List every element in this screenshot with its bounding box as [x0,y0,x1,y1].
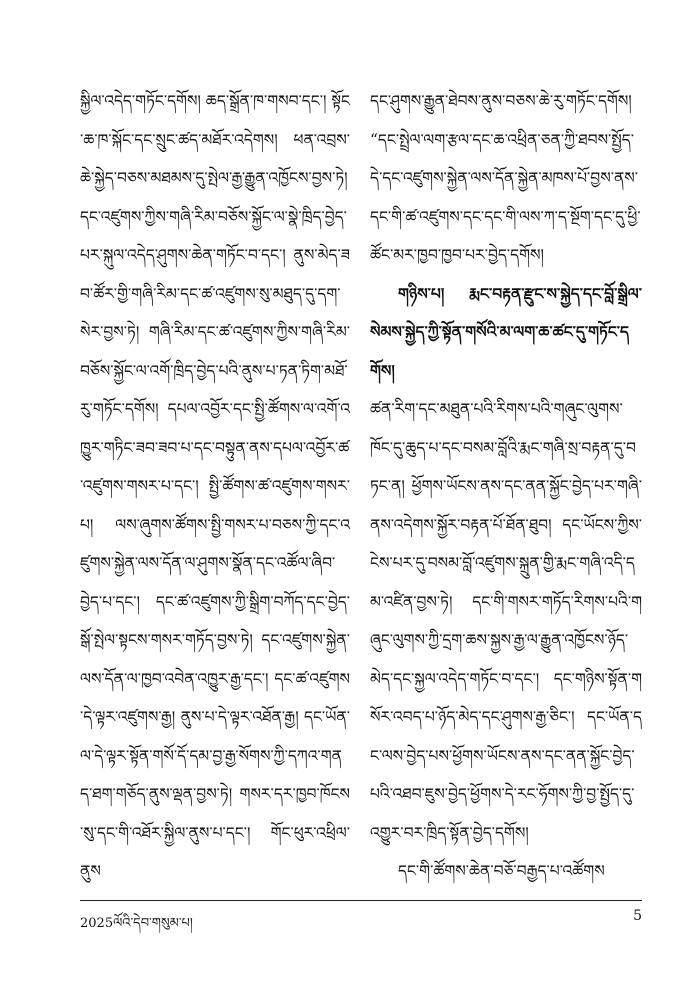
body-paragraph: ཚན་རིག་དང་མཐུན་པའི་རིགས་པའི་གཞུང་ལུགས་ཁོང་དུ་ཆུད་པ་དང་བསམ་བློའི་རྨང་གཞི་སྲ་བརྟན་དུ་བཏང་ན། ཕྱོགས་ཡོངས་ནས་དང་ནན་སྐྱོང་བྱེད་པར་གཞི་ནས་འདེགས་སྐྱོར་བརྟན་པོ་ཐོན་ཐུབ། དང་ཡོངས་ཀྱིས་ངེས་པར་དུ་བསམ་བློ་འཛུགས་སྐྲུན་གྱི་རྨང་གཞི་འདི་དམ་འཛིན་བྱས་ཏེ། དང་གི་གསར་གཏོད་རིགས་པའི་གཞུང་ལུགས་ཀྱི་དྲག་ཆས་སྐྱས་རྒྱ་ལ་རྒྱུན་འཁྱོངས་ཉོད་མེད་དང་སྐྱལ་འདེད་གཏོང་བ་དང་། དང་གཉིས་སྟོན་གསོར་འབད་པ་ཉོད་མེད་དང་ཤུགས་རྒྱ་ཅིང་། དང་ཡོན་དང་ལས་བྱེད་པས་ཕྱོགས་ཡོངས་ནས་དང་ནན་སྐྱོང་བྱེད་པའི་འཐབ་ཇུས་བྱེད་ཕྱོགས་དེ་རང་ཧོགས་ཀྱི་བྱ་སྤྱོད་དུ་འགྱུར་བར་ཁྲིད་སྟོན་བྱེད་དགོས། [370,400,642,842]
page-number: 5 [633,908,642,924]
left-column [80,82,350,891]
body-paragraph: དང་གི་ཚོགས་ཆེན་བཅོ་བརྒྱད་པ་འཚོགས [398,862,605,880]
section-heading: གཉིས་པ། རྨང་བརྟན་རྫུང་ས་སྐྱེད་དང་བློ་སྒྲིལ་སེམས་སྐྱེད་ཀྱི་སྟོན་གསོའི་མ་ལག་ཆ་ཚང་དུ་གཏོང་དགོས། [370,283,642,380]
body-paragraph: དང་ཤུགས་རྒྱུན་ཐེབས་ནུས་བཅས་ཆེ་རུ་གཏོང་དགོས། “དང་སྤྲེལ་ལག་རྩལ་དང་ཆ་འཕྲིན་ཅན་ཀྱི་ཐབས་སྤྱོད་དེ་དང་འཛུགས་སྐྱེན་ལས་དོན་སྐྱེན་མཁས་པོ་བྱས་ནས་དང་གི་ཚ་འཛུགས་དང་དང་གི་ལས་ཀ་ད་སྔོག་དང་དུ་ཕྱི་ཚོང་མར་ཁྱབ་ཁྱབ་པར་བྱེད་དགོས། [370,92,641,264]
body-paragraph: སྐྱིལ་འདེད་གཏོང་དགོས། ཆད་སྒྲོན་ཁ་གསབ་དང་། སྟོང་ཆ་ཁ་སྐོང་དང་སྲུང་ཚད་མཐོར་འདེགས། ཕན་འབྲས་ཆེ་སྐྱེད་བཅས་མཐམས་དུ་སྤེལ་རྒྱ་རྒྱུན་འཁྱོངས་བྱས་ཏེ། དང་འཛུགས་ཀྱིས་གཞི་རིམ་བཅོས་སྐྱོང་ལ་སྣེ་ཁྲིད་བྱེད་པར་སྐུལ་འདེད་ཤུགས་ཆེན་གཏོང་བ་དང་། ནུས་མེད་ཟབ་ཚོར་གྱི་གཞི་རིམ་དང་ཚ་འཛུགས་སུ་མཐུད་དུ་དག་སེར་བྱས་ཏེ། གཞི་རིམ་དང་ཚ་འཛུགས་ཀྱིས་གཞི་རིམ་བཅོས་སྐྱོང་ལ་འགོ་ཁྲིད་བྱེད་པའི་ནུས་པ་ཏན་ཏིག་མཐོ་རུ་གཏོང་དགོས། དཔལ་འབྱོར་དང་སྤྱི་ཚོགས་ལ་འགོ་འཁྱུར་གཏིང་ཟབ་ཟབ་པ་དང་བསྟུན་ནས་དཔལ་འབྱོར་ཚ་འཛུགས་གསར་པ་དང་། སྤྱི་ཚོགས་ཚ་འཛུགས་གསར་པ། ལས་ཞུགས་ཚོགས་སྤྱི་གསར་པ་བཅས་ཀྱི་དང་འཛུགས་སྐྱེན་ལས་དོན་ལ་ཤུགས་སྣོན་དང་འཚོལ་ཞིབ་བྱེད་པ་དང་། དང་ཚ་འཛུགས་ཀྱི་སྒྲིག་བཀོད་དང་བྱེད་སྒོ་སྤེལ་སྟངས་གསར་གཏོད་བྱས་ཏེ། དང་འཛུགས་སྐྱེན་ལས་དོན་ལ་ཁྱབ་འབེན་འཁྱུར་རྒྱ་དང་། དང་ཚ་འཛུགས་དེ་ལྟར་འཛུགས་རྒྱ། ནུས་པ་དེ་ལྟར་འཐོན་རྒྱ། དང་ཡོན་ལ་དེ་ལྟར་སྟོན་གསོ་དོ་དམ་བྱ་རྒྱ་སོགས་ཀྱི་དཀའ་གནད་ཐག་གཅོད་ནུས་ལྡན་བྱས་ཏེ། གསར་དར་ཁྱབ་ཁོངས་སུ་དང་གི་འཐོར་སྐྱིལ་ནུས་པ་དང་། གོང་ཕུར་འཕྲིལ་ནུས [80,92,350,880]
footer-divider [80,900,642,901]
right-column [370,82,642,891]
issue-label: 2025ལོའི་དེབ་གསུམ་པ། [80,916,193,931]
